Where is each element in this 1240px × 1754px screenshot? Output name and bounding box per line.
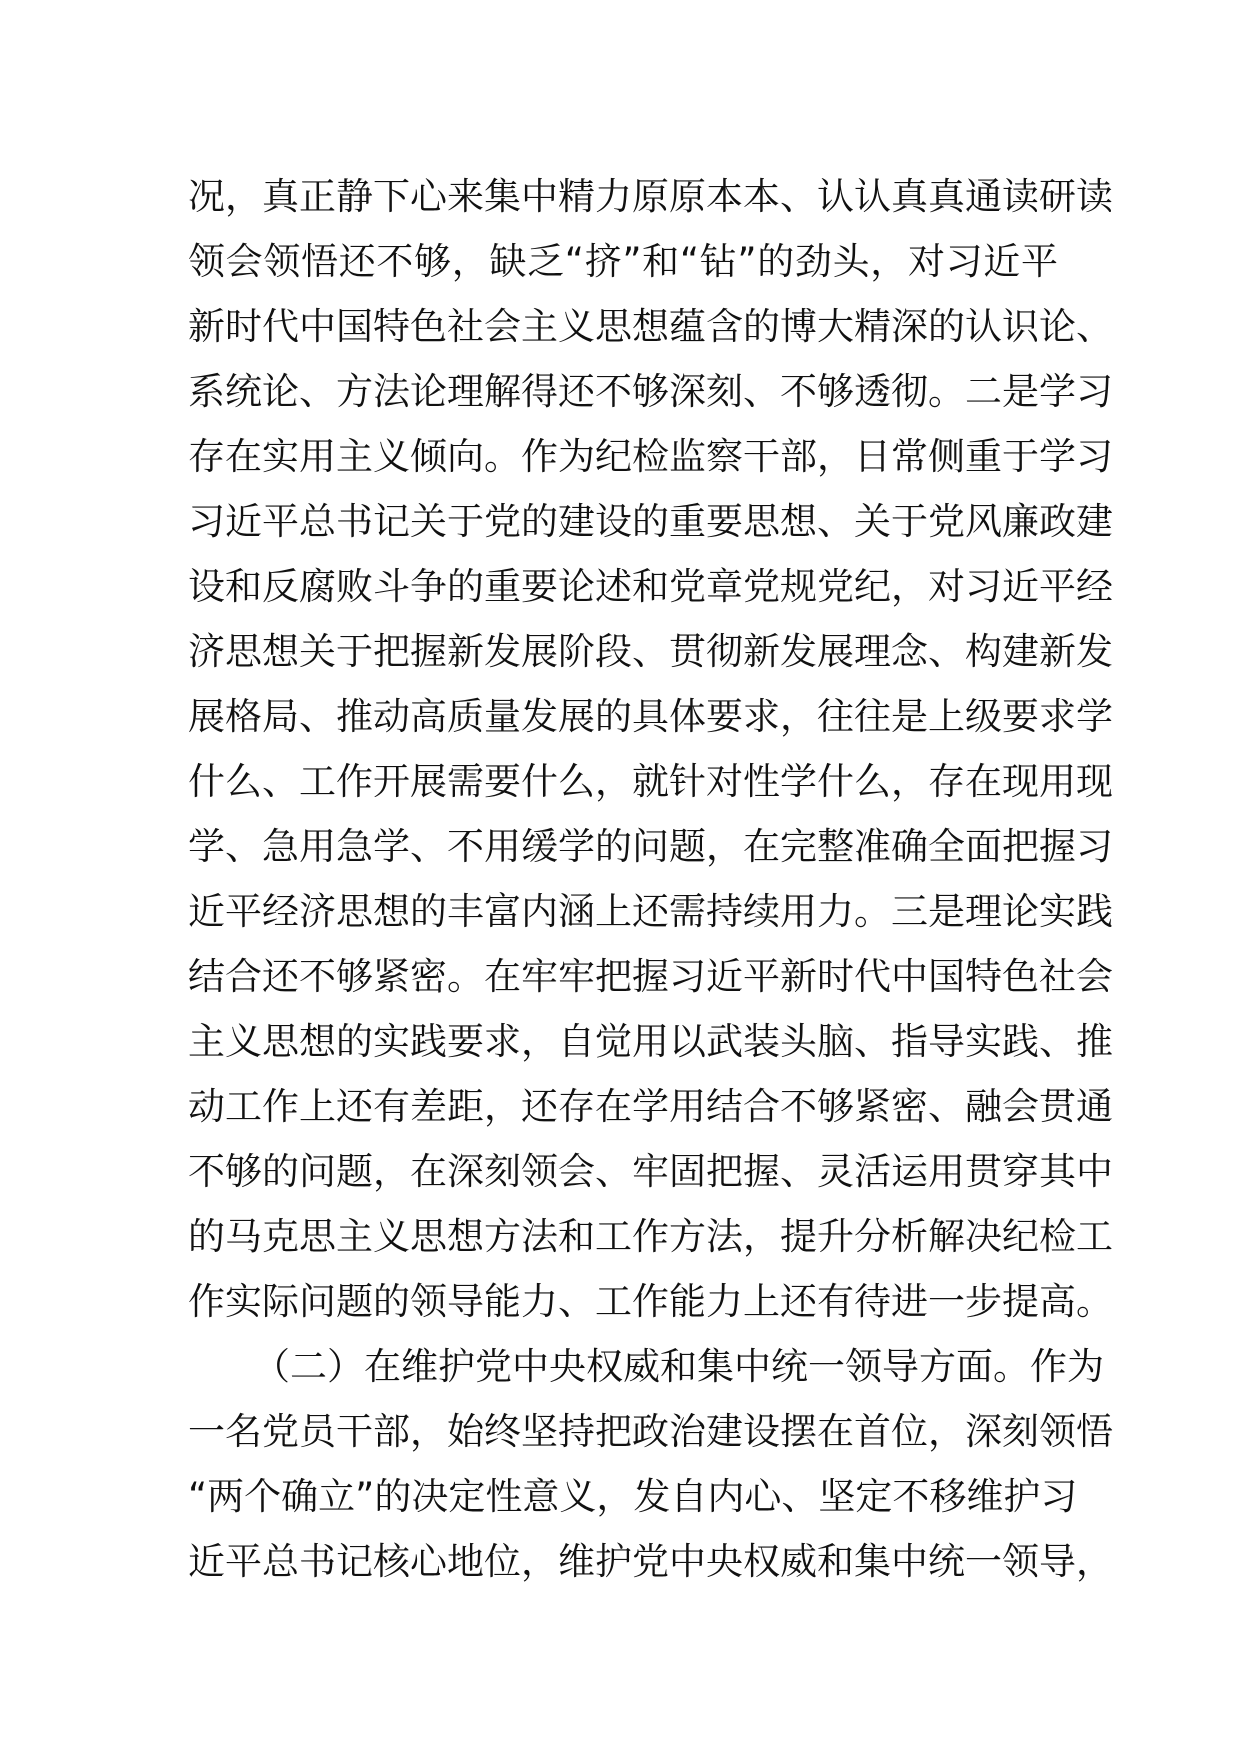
text-line: 的马克思主义思想方法和工作方法，提升分析解决纪检工 [188, 1215, 1113, 1258]
text-line: 近平经济思想的丰富内涵上还需持续用力。三是理论实践 [188, 890, 1113, 933]
text-line: 况，真正静下心来集中精力原原本本、认认真真通读研读 [188, 175, 1113, 218]
text-line: 学、急用急学、不用缓学的问题，在完整准确全面把握习 [188, 825, 1113, 868]
text-line: “两个确立”的决定性意义，发自内心、坚定不移维护习 [188, 1475, 1078, 1518]
text-line: 系统论、方法论理解得还不够深刻、不够透彻。二是学习 [188, 370, 1113, 413]
text-line: 不够的问题，在深刻领会、牢固把握、灵活运用贯穿其中 [188, 1150, 1113, 1193]
text-line: 习近平总书记关于党的建设的重要思想、关于党风廉政建 [188, 500, 1113, 543]
text-line: 什么、工作开展需要什么，就针对性学什么，存在现用现 [188, 760, 1113, 803]
text-line: 近平总书记核心地位，维护党中央权威和集中统一领导， [188, 1540, 1113, 1583]
text-line: 设和反腐败斗争的重要论述和党章党规党纪，对习近平经 [188, 565, 1113, 608]
text-line: 主义思想的实践要求，自觉用以武装头脑、指导实践、推 [188, 1020, 1113, 1063]
text-line: 动工作上还有差距，还存在学用结合不够紧密、融会贯通 [188, 1085, 1113, 1128]
text-line: 作实际问题的领导能力、工作能力上还有待进一步提高。 [188, 1280, 1113, 1323]
text-line: 济思想关于把握新发展阶段、贯彻新发展理念、构建新发 [188, 630, 1113, 673]
text-line: 结合还不够紧密。在牢牢把握习近平新时代中国特色社会 [188, 955, 1113, 998]
body-text [188, 164, 1113, 1594]
text-line: 展格局、推动高质量发展的具体要求，往往是上级要求学 [188, 695, 1113, 738]
text-line: 一名党员干部，始终坚持把政治建设摆在首位，深刻领悟 [188, 1410, 1113, 1453]
text-line: 领会领悟还不够，缺乏“挤”和“钻”的劲头，对习近平 [188, 240, 1058, 283]
text-line: 新时代中国特色社会主义思想蕴含的博大精深的认识论、 [188, 305, 1113, 348]
section-heading-line: （二）在维护党中央权威和集中统一领导方面。作为 [253, 1345, 1104, 1388]
text-line: 存在实用主义倾向。作为纪检监察干部，日常侧重于学习 [188, 435, 1113, 478]
